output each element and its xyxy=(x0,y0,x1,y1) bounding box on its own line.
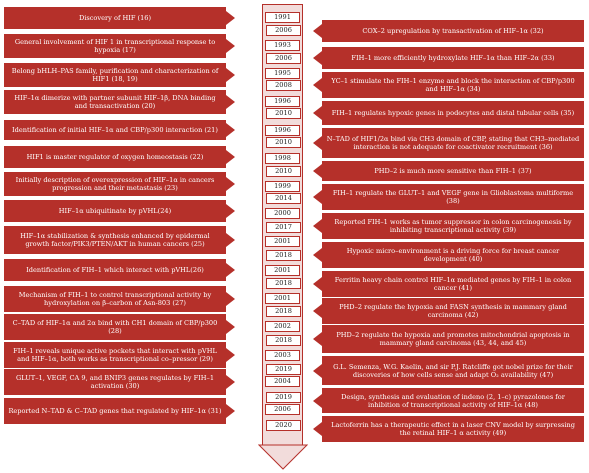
right-event: N–TAD of HIF1/2α bind via CH3 domain of CBP, stating that CH3–mediated interaction is not adequate for coactivator recruitment (36) xyxy=(322,128,584,158)
year-label: 1999 xyxy=(265,181,300,192)
right-event: G.L. Semenza, W.G. Kaelin, and sir P.J. Ratcliffe got nobel prize for their discoveries of how cells sense and adapt O₂ availability (47) xyxy=(322,356,584,385)
right-event: Ferritin heavy chain control HIF–1α mediated genes by FIH–1 in colon cancer (41) xyxy=(322,271,584,297)
year-label: 2019 xyxy=(266,392,301,403)
year-label: 2006 xyxy=(266,53,301,64)
year-label: 2018 xyxy=(266,335,301,346)
timeline-arrowhead xyxy=(258,444,308,470)
year-label: 1998 xyxy=(265,153,300,164)
right-event: PHD–2 is much more sensitive than FIH–1 (37) xyxy=(322,161,584,181)
year-label: 2001 xyxy=(265,293,300,304)
year-label: 1991 xyxy=(265,12,300,23)
left-event: HIF–1α dimerize with partner subunit HIF–1β, DNA binding and transactivation (20) xyxy=(4,90,226,114)
right-event: PHD–2 regulate the hypoxia and promotes mitochondrial apoptosis in mammary gland carcinoma (43, 44, and 45) xyxy=(322,325,584,353)
year-label: 2014 xyxy=(266,193,301,204)
right-event: PHD–2 regulate the hypoxia and FASN synthesis in mammary gland carcinoma (42) xyxy=(322,298,584,324)
left-event: HIF–1α stabilization & synthesis enhanced by epidermal growth factor/PIK3/PTEN/AKT in human cancers (25) xyxy=(4,226,226,254)
left-event: Identification of initial HIF–1α and CBP/p300 interaction (21) xyxy=(4,120,226,140)
year-label: 2018 xyxy=(266,278,301,289)
year-label: 1996 xyxy=(265,96,300,107)
year-label: 2006 xyxy=(265,404,300,415)
year-label: 2001 xyxy=(265,236,300,247)
year-label: 2003 xyxy=(265,350,300,361)
left-event: GLUT–1, VEGF, CA 9, and BNIP3 genes regulates by FIH–1 activation (30) xyxy=(4,369,226,395)
right-event: Reported FIH–1 works as tumor suppressor in colon carcinogenesis by inhibiting transcriptional activity (39) xyxy=(322,213,584,239)
left-event: Belong bHLH–PAS family, purification and characterization of HIF1 (18, 19) xyxy=(4,63,226,87)
year-label: 2000 xyxy=(265,208,300,219)
right-event: FIH–1 regulate the GLUT–1 and VEGF gene in Glioblastoma multiforme (38) xyxy=(322,184,584,210)
right-event: Lactoferrin has a therapeutic effect in a laser CNV model by surpressing the retinal HIF–1 α activity (49) xyxy=(322,416,584,442)
year-label: 2019 xyxy=(266,364,301,375)
left-event: Discovery of HIF (16) xyxy=(4,7,226,29)
year-label: 2002 xyxy=(265,321,300,332)
year-label: 1996 xyxy=(265,125,300,136)
right-event: Design, synthesis and evaluation of indeno (2, 1–c) pyrazolones for inhibition of transcriptional activity of HIF–1α (48) xyxy=(322,388,584,413)
left-event: HIF1 is master regulator of oxygen homeostasis (22) xyxy=(4,146,226,168)
left-event: Reported N–TAD & C–TAD genes that regulated by HIF–1α (31) xyxy=(4,398,226,424)
left-event: FIH–1 reveals unique active pockets that interact with pVHL and HIF–1α, both works as transcriptional co–pressor (29) xyxy=(4,342,226,368)
left-event: Initially description of overexpression of HIF–1α in cancers progression and their metastasis (23) xyxy=(4,172,226,196)
year-label: 1995 xyxy=(265,68,300,79)
right-event: YC–1 stimulate the FIH–1 enzyme and block the interaction of CBP/p300 and HIF–1α (34) xyxy=(322,72,584,98)
year-label: 2010 xyxy=(266,108,301,119)
right-event: FIH–1 regulates hypoxic genes in podocytes and distal tubular cells (35) xyxy=(322,101,584,125)
year-label: 2008 xyxy=(266,80,301,91)
left-event: Identification of FIH–1 which interact with pVHL(26) xyxy=(4,259,226,281)
year-label: 2006 xyxy=(266,25,301,36)
right-event: COX–2 upregulation by transactivation of HIF–1α (32) xyxy=(322,20,584,42)
left-event: C–TAD of HIF–1α and 2α bind with CH1 domain of CBP/p300 (28) xyxy=(4,314,226,340)
year-label: 2020 xyxy=(266,420,301,431)
left-event: Mechanism of FIH–1 to control transcriptional activity by hydroxylation on β–carbon of Asn-803 (27) xyxy=(4,286,226,312)
right-event: FIH–1 more efficiently hydroxylate HIF–1α than HIF–2α (33) xyxy=(322,47,584,69)
left-event: General involvement of HIF 1 in transcriptional response to hypoxia (17) xyxy=(4,34,226,58)
year-label: 2018 xyxy=(266,306,301,317)
year-label: 2017 xyxy=(266,222,301,233)
year-label: 1993 xyxy=(265,40,300,51)
left-event: HIF–1α ubiquitinate by pVHL(24) xyxy=(4,200,226,222)
year-label: 2004 xyxy=(265,376,300,387)
right-event: Hypoxic micro–environment is a driving force for breast cancer development (40) xyxy=(322,242,584,268)
year-label: 2001 xyxy=(265,265,300,276)
year-label: 2010 xyxy=(266,166,301,177)
year-label: 2010 xyxy=(266,137,301,148)
year-label: 2018 xyxy=(266,250,301,261)
